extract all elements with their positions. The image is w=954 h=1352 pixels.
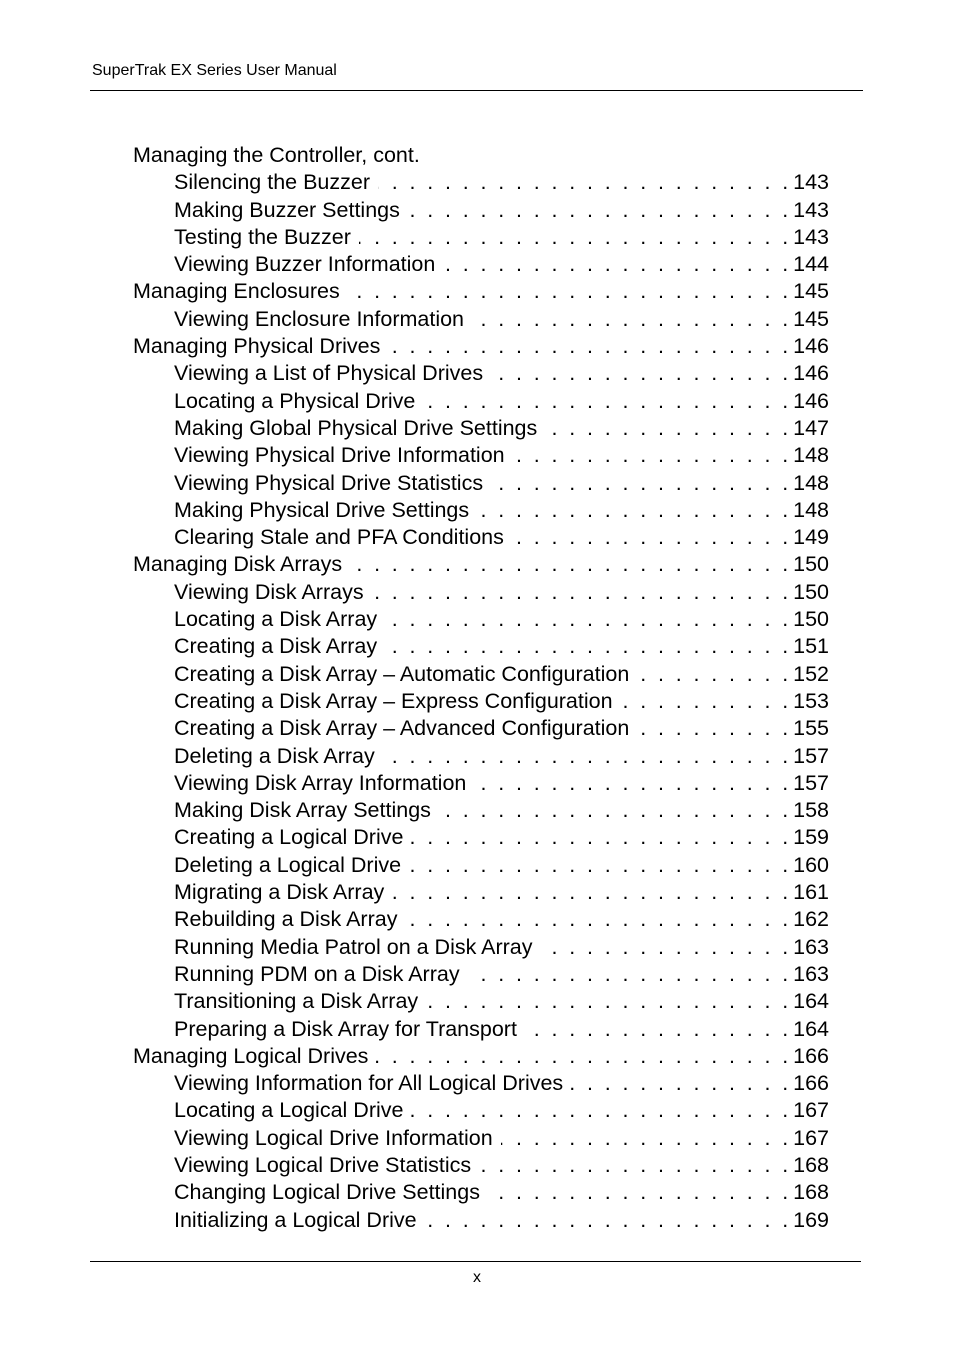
toc-entry-title: Viewing Logical Drive Information — [174, 1125, 493, 1150]
toc-subsection-entry — [133, 688, 829, 715]
toc-dot-leader — [468, 961, 792, 988]
toc-dot-leader — [541, 934, 792, 961]
toc-section-entry — [133, 551, 829, 578]
toc-entry-page: 169 — [793, 1207, 829, 1232]
toc-subsection-entry — [133, 360, 829, 387]
toc-entry-page: 143 — [793, 170, 829, 195]
toc-entry-title: Viewing Information for All Logical Drives — [174, 1071, 564, 1096]
toc-dot-leader — [385, 633, 791, 660]
toc-subsection-entry — [133, 442, 829, 469]
toc-section-entry — [133, 333, 829, 360]
toc-entry-page: 150 — [793, 607, 829, 632]
toc-entry-title: Locating a Logical Drive — [174, 1098, 404, 1123]
toc-dot-leader — [513, 442, 792, 469]
toc-subsection-entry — [133, 606, 829, 633]
toc-entry-page: 163 — [793, 961, 829, 986]
toc-entry-title: Viewing Enclosure Information — [174, 306, 465, 331]
toc-dot-leader — [472, 306, 791, 333]
toc-subsection-entry — [133, 824, 829, 851]
toc-entry-title: Preparing a Disk Array for Transport — [174, 1016, 517, 1041]
toc-dot-leader — [439, 797, 791, 824]
toc-dot-leader — [405, 906, 791, 933]
toc-dot-leader — [408, 197, 791, 224]
toc-subsection-entry — [133, 470, 829, 497]
table-of-contents — [133, 142, 829, 1234]
toc-entry-page: 155 — [793, 716, 829, 741]
toc-entry-page: 161 — [793, 880, 829, 905]
toc-dot-leader — [477, 497, 791, 524]
header-rule — [90, 90, 863, 91]
toc-subsection-entry — [133, 1125, 829, 1152]
toc-entry-title: Testing the Buzzer — [174, 224, 351, 249]
footer-rule — [90, 1261, 861, 1262]
toc-dot-leader — [409, 852, 791, 879]
toc-entry-title: Making Buzzer Settings — [174, 197, 400, 222]
toc-entry-title: Changing Logical Drive Settings — [174, 1180, 480, 1205]
toc-dot-leader — [637, 661, 791, 688]
toc-subsection-entry — [133, 743, 829, 770]
toc-dot-leader — [388, 333, 791, 360]
toc-subsection-entry — [133, 497, 829, 524]
toc-entry-title: Managing the Controller, cont. — [133, 143, 420, 167]
toc-subsection-entry — [133, 169, 829, 196]
toc-subsection-entry — [133, 906, 829, 933]
toc-subsection-entry — [133, 224, 829, 251]
toc-subsection-entry — [133, 1152, 829, 1179]
toc-entry-page: 149 — [793, 525, 829, 550]
toc-entry-page: 143 — [793, 197, 829, 222]
toc-entry-title: Viewing Physical Drive Information — [174, 443, 505, 468]
toc-entry-title: Managing Disk Arrays — [133, 552, 343, 577]
toc-entry-page: 150 — [793, 579, 829, 604]
toc-dot-leader — [350, 551, 791, 578]
toc-dot-leader — [423, 388, 791, 415]
toc-dot-leader — [545, 415, 791, 442]
toc-dot-leader — [621, 688, 792, 715]
toc-entry-page: 159 — [793, 825, 829, 850]
toc-subsection-entry — [133, 251, 829, 278]
toc-entry-title: Managing Logical Drives — [133, 1043, 369, 1068]
running-header: SuperTrak EX Series User Manual — [92, 62, 337, 79]
toc-entry-title: Locating a Physical Drive — [174, 388, 416, 413]
toc-entry-page: 168 — [793, 1152, 829, 1177]
toc-entry-page: 144 — [793, 252, 829, 277]
toc-entry-page: 150 — [793, 552, 829, 577]
toc-entry-title: Managing Enclosures — [133, 279, 340, 304]
toc-subsection-entry — [133, 961, 829, 988]
toc-entry-title: Silencing the Buzzer — [174, 170, 370, 195]
toc-subsection-entry — [133, 770, 829, 797]
toc-dot-leader — [425, 1207, 792, 1234]
toc-subsection-entry — [133, 934, 829, 961]
toc-section-entry — [133, 142, 829, 169]
toc-entry-page: 166 — [793, 1043, 829, 1068]
toc-subsection-entry — [133, 1207, 829, 1234]
toc-entry-page: 153 — [793, 688, 829, 713]
toc-entry-page: 143 — [793, 224, 829, 249]
toc-dot-leader — [426, 988, 791, 1015]
toc-subsection-entry — [133, 306, 829, 333]
toc-dot-leader — [348, 278, 791, 305]
toc-subsection-entry — [133, 1179, 829, 1206]
toc-entry-title: Creating a Disk Array – Automatic Configuration — [174, 661, 630, 686]
toc-dot-leader — [637, 715, 791, 742]
toc-entry-title: Clearing Stale and PFA Conditions — [174, 525, 504, 550]
toc-entry-page: 148 — [793, 470, 829, 495]
toc-dot-leader — [488, 1179, 791, 1206]
toc-entry-title: Creating a Disk Array — [174, 634, 378, 659]
toc-subsection-entry — [133, 197, 829, 224]
toc-entry-page: 152 — [793, 661, 829, 686]
toc-entry-page: 166 — [793, 1071, 829, 1096]
toc-entry-title: Rebuilding a Disk Array — [174, 907, 398, 932]
toc-entry-title: Initializing a Logical Drive — [174, 1207, 417, 1232]
toc-entry-title: Making Disk Array Settings — [174, 798, 431, 823]
toc-subsection-entry — [133, 852, 829, 879]
toc-dot-leader — [359, 224, 791, 251]
toc-entry-title: Deleting a Disk Array — [174, 743, 375, 768]
toc-entry-page: 157 — [793, 770, 829, 795]
toc-dot-leader — [512, 524, 791, 551]
toc-entry-title: Creating a Disk Array – Express Configuration — [174, 688, 613, 713]
toc-entry-page: 151 — [793, 634, 829, 659]
toc-entry-title: Running PDM on a Disk Array — [174, 961, 460, 986]
toc-entry-page: 163 — [793, 934, 829, 959]
toc-subsection-entry — [133, 1016, 829, 1043]
toc-entry-title: Viewing Buzzer Information — [174, 252, 436, 277]
toc-entry-page: 146 — [793, 361, 829, 386]
toc-entry-page: 157 — [793, 743, 829, 768]
toc-entry-title: Transitioning a Disk Array — [174, 989, 419, 1014]
toc-entry-page: 148 — [793, 497, 829, 522]
toc-entry-title: Viewing Physical Drive Statistics — [174, 470, 484, 495]
toc-subsection-entry — [133, 715, 829, 742]
toc-entry-title: Viewing Logical Drive Statistics — [174, 1152, 472, 1177]
toc-subsection-entry — [133, 988, 829, 1015]
toc-entry-page: 162 — [793, 907, 829, 932]
toc-dot-leader — [443, 251, 791, 278]
toc-dot-leader — [376, 1043, 791, 1070]
toc-subsection-entry — [133, 524, 829, 551]
toc-entry-page: 146 — [793, 334, 829, 359]
toc-dot-leader — [479, 1152, 791, 1179]
toc-dot-leader — [491, 360, 791, 387]
toc-dot-leader — [501, 1125, 791, 1152]
toc-subsection-entry — [133, 388, 829, 415]
toc-entry-title: Creating a Logical Drive — [174, 825, 404, 850]
toc-dot-leader — [383, 743, 791, 770]
toc-dot-leader — [392, 879, 791, 906]
toc-subsection-entry — [133, 415, 829, 442]
toc-entry-page: 167 — [793, 1098, 829, 1123]
toc-subsection-entry — [133, 879, 829, 906]
toc-entry-page: 164 — [793, 989, 829, 1014]
toc-entry-title: Locating a Disk Array — [174, 607, 378, 632]
toc-subsection-entry — [133, 579, 829, 606]
toc-subsection-entry — [133, 661, 829, 688]
toc-entry-page: 167 — [793, 1125, 829, 1150]
toc-dot-leader — [525, 1016, 791, 1043]
toc-entry-title: Making Physical Drive Settings — [174, 497, 470, 522]
toc-entry-title: Deleting a Logical Drive — [174, 852, 402, 877]
toc-entry-title: Making Global Physical Drive Settings — [174, 415, 538, 440]
toc-entry-page: 148 — [793, 443, 829, 468]
toc-entry-page: 164 — [793, 1016, 829, 1041]
toc-dot-leader — [385, 606, 791, 633]
toc-dot-leader — [411, 1097, 791, 1124]
toc-entry-page: 145 — [793, 306, 829, 331]
toc-entry-page: 160 — [793, 852, 829, 877]
toc-entry-page: 145 — [793, 279, 829, 304]
toc-entry-title: Viewing Disk Arrays — [174, 579, 364, 604]
toc-entry-title: Creating a Disk Array – Advanced Configuration — [174, 716, 630, 741]
toc-entry-title: Managing Physical Drives — [133, 334, 381, 359]
toc-entry-page: 146 — [793, 388, 829, 413]
toc-dot-leader — [491, 470, 791, 497]
toc-section-entry — [133, 278, 829, 305]
toc-entry-title: Running Media Patrol on a Disk Array — [174, 934, 533, 959]
toc-section-entry — [133, 1043, 829, 1070]
toc-dot-leader — [474, 770, 791, 797]
toc-dot-leader — [411, 824, 791, 851]
toc-subsection-entry — [133, 1097, 829, 1124]
toc-dot-leader — [378, 169, 791, 196]
toc-entry-page: 158 — [793, 798, 829, 823]
toc-entry-title: Migrating a Disk Array — [174, 880, 385, 905]
toc-entry-title: Viewing a List of Physical Drives — [174, 361, 484, 386]
toc-subsection-entry — [133, 633, 829, 660]
toc-dot-leader — [571, 1070, 791, 1097]
toc-subsection-entry — [133, 1070, 829, 1097]
toc-entry-title: Viewing Disk Array Information — [174, 770, 467, 795]
toc-entry-page: 147 — [793, 415, 829, 440]
toc-dot-leader — [372, 579, 792, 606]
page-number: x — [473, 1269, 481, 1286]
toc-entry-page: 168 — [793, 1180, 829, 1205]
toc-subsection-entry — [133, 797, 829, 824]
